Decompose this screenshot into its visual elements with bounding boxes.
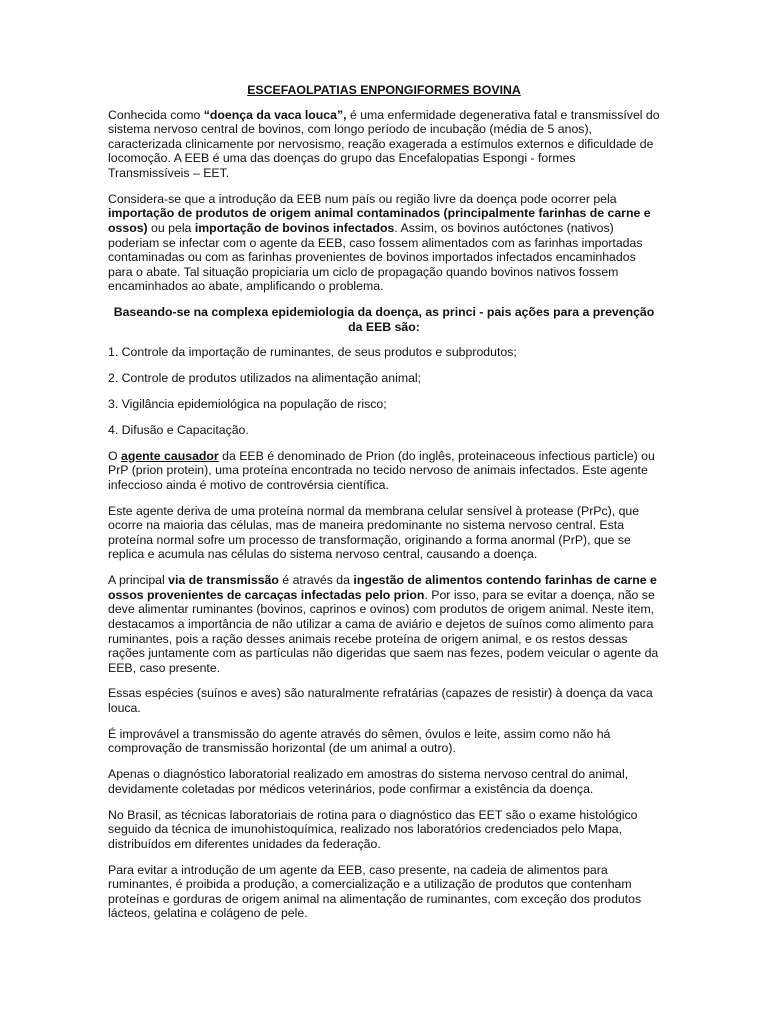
paragraph-transmission-text-c: é através da	[278, 573, 354, 588]
paragraph-agent-text-a: O	[108, 448, 121, 463]
paragraph-introduction-risk	[108, 192, 660, 294]
list-item-2: 2. Controle de produtos utilizados na alimentação animal;	[108, 371, 422, 386]
paragraph-risk-bold-d: importação de bovinos infectados	[194, 220, 395, 235]
paragraph-risk-text-e: . Assim, os bovinos autóctones (nativos) poderiam se infectar com o agente da EEB, caso fossem alimentados com as farinhas importadas contaminadas ou com as farinhas provenientes de bovinos importados infectados encaminhados para o abate. Tal situação propiciaria um ciclo de propagação quando bovinos nativos fossem encaminhados ao abate, amplificando o problema.	[108, 220, 643, 294]
paragraph-brazil: No Brasil, as técnicas laboratoriais de rotina para o diagnóstico das EET são o exame histológico seguido da técnica de imunohistoquímica, realizado nos laboratórios credenciados pelo Mapa, distribuídos em diferentes unidades da federação.	[108, 807, 638, 851]
paragraph-diagnosis: Apenas o diagnóstico laboratorial realizado em amostras do sistema nervoso central do animal, devidamente coletadas por médicos veterinários, pode confirmar a existência da doença.	[108, 767, 629, 796]
paragraph-risk-bold-b: importação de produtos de origem animal contaminados (principalmente farinhas de carne e ossos)	[108, 206, 651, 235]
paragraph-intro-text-c: é uma enfermidade degenerativa fatal e transmissível do sistema nervoso central de bovinos, com longo período de incubação (média de 5 anos), caracterizada clinicamente por nervosismo, reação exagerada a estímulos externos e dificuldade de locomoção. A EEB é uma das doenças do grupo das Encefalopatias Espongi - formes Transmissíveis – EET.	[108, 107, 660, 180]
paragraph-species: Essas espécies (suínos e aves) são naturalmente refratárias (capazes de resistir) à doença da vaca louca.	[108, 686, 653, 716]
paragraph-risk-text-a: Considera-se que a introdução da EEB num país ou região livre da doença pode ocorrer pela	[108, 191, 617, 206]
paragraph-protein: Este agente deriva de uma proteína normal da membrana celular sensível à protease (PrPc), que ocorre na maioria das células, mas de maneira predominante no sistema nervoso central. Esta proteína normal sofre um processo de transformação, originando a forma anormal (PrP), que se replica e acumula nas células do sistema nervoso central, causando a doença.	[108, 503, 640, 562]
list-item-3: 3. Vigilância epidemiológica na população de risco;	[108, 397, 387, 412]
paragraph-transmission-text-e: . Por isso, para se evitar a doença, não se deve alimentar ruminantes (bovinos, caprinos e ovinos) com produtos de origem animal. Neste item, destacamos a importância de não utilizar a cama de aviário e dejetos de suínos como alimento para ruminantes, pois a ração desses animais recebe proteína de origem animal, e os restos dessas rações juntamente com as partículas não digeridas que saem nas fezes, podem veicular o agente da EEB, caso presente.	[108, 587, 659, 675]
paragraph-prohibition: Para evitar a introdução de um agente da EEB, caso presente, na cadeia de alimentos para ruminantes, é proibida a produção, a comercialização e a utilização de produtos que contenham proteínas e gorduras de origem animal na alimentação de ruminantes, com exceção dos produtos lácteos, gelatina e colágeno de pele.	[108, 862, 642, 921]
paragraph-intro-bold: “doença da vaca louca”,	[203, 107, 347, 122]
list-item-1: 1. Controle da importação de ruminantes, de seus produtos e subprodutos;	[108, 345, 517, 360]
paragraph-agent-bold-underline: agente causador	[120, 448, 219, 463]
paragraph-intro	[108, 108, 660, 181]
list-item-4: 4. Difusão e Capacitação.	[108, 422, 249, 437]
prevention-heading: Baseando-se na complexa epidemiologia da doença, as princi - pais ações para a prevenção da EEB são:	[113, 305, 655, 334]
paragraph-intro-text-a: Conhecida como	[108, 107, 204, 122]
paragraph-risk-text-c: ou pela	[147, 220, 195, 235]
paragraph-improbable: É improvável a transmissão do agente através do sêmen, óvulos e leite, assim como não há comprovação de transmissão horizontal (de um animal a outro).	[108, 726, 611, 756]
paragraph-agent	[108, 449, 660, 493]
document-title: ESCEFAOLPATIAS ENPONGIFORMES BOVINA	[247, 83, 521, 97]
paragraph-transmission-bold-b: via de transmissão	[168, 573, 279, 588]
paragraph-transmission-text-a: A principal	[108, 573, 169, 588]
paragraph-transmission	[108, 573, 660, 675]
paragraph-transmission-bold-d: ingestão de alimentos contendo farinhas de carne e ossos provenientes de carcaças infectadas pelo prion	[108, 573, 657, 602]
paragraph-agent-text-c: da EEB é denominado de Prion (do inglês, proteinaceous infectious particle) ou PrP (prion protein), uma proteína encontrada no tecido nervoso de animais infectados. Este agente infeccioso ainda é motivo de controvérsia científica.	[108, 448, 655, 492]
